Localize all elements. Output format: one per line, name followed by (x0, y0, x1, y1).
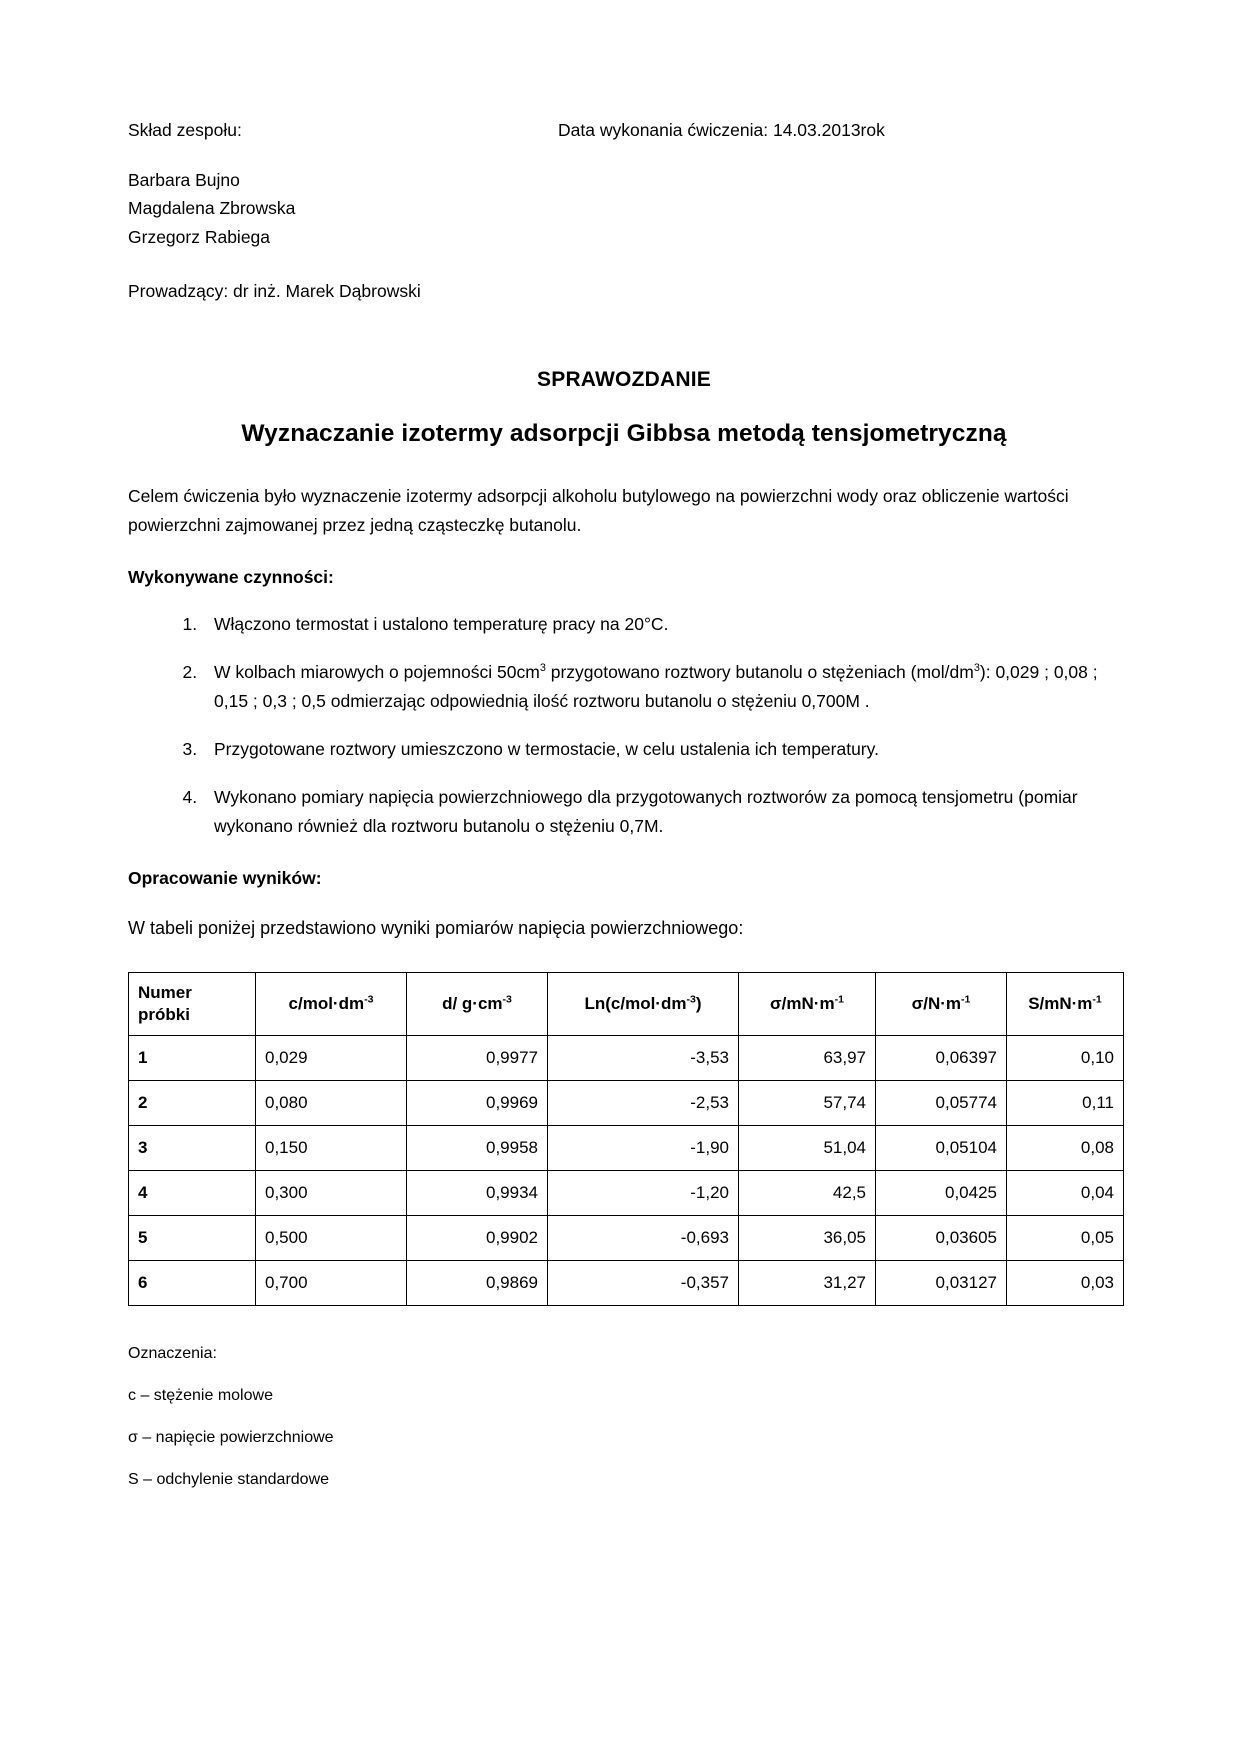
cell-sample-number: 5 (129, 1215, 256, 1260)
team-member-list (128, 166, 1120, 251)
cell-standard-deviation: 0,03 (1007, 1260, 1124, 1305)
column-header-sample-number (129, 972, 256, 1035)
cell-density: 0,9902 (407, 1215, 548, 1260)
header-text: Ln(c/mol·dm (584, 994, 687, 1014)
cell-density: 0,9934 (407, 1170, 548, 1215)
cell-density: 0,9869 (407, 1260, 548, 1305)
table-body (129, 1035, 1124, 1305)
superscript: -1 (961, 993, 971, 1006)
superscript: 3 (973, 662, 980, 675)
column-header-sigma-mn (739, 972, 876, 1035)
list-item (202, 783, 1120, 840)
cell-sigma-mn: 42,5 (739, 1170, 876, 1215)
activities-list (128, 610, 1120, 840)
table-row (129, 1170, 1124, 1215)
cell-concentration: 0,080 (256, 1080, 407, 1125)
cell-sigma-mn: 36,05 (739, 1215, 876, 1260)
table-header (129, 972, 1124, 1035)
column-header-ln-concentration (548, 972, 739, 1035)
table-row (129, 1260, 1124, 1305)
table-lead-text: W tabeli poniżej przedstawiono wyniki pomiarów napięcia powierzchniowego: (128, 917, 744, 938)
cell-sample-number: 3 (129, 1125, 256, 1170)
cell-standard-deviation: 0,08 (1007, 1125, 1124, 1170)
cell-ln-concentration: -0,357 (548, 1260, 739, 1305)
column-header-density (407, 972, 548, 1035)
step-text: Wykonano pomiary napięcia powierzchniowego dla przygotowanych roztworów za pomocą tensjometru (pomiar wykonano również dla roztworu butanolu o stężeniu 0,7M. (214, 787, 1078, 836)
step-text: Włączono termostat i ustalono temperaturę pracy na 20°C. (214, 613, 669, 634)
cell-standard-deviation: 0,04 (1007, 1170, 1124, 1215)
header-text: S/mN·m (1028, 994, 1093, 1014)
supervisor-line: Prowadzący: dr inż. Marek Dąbrowski (128, 281, 421, 302)
cell-sigma-mn: 57,74 (739, 1080, 876, 1125)
team-member: Magdalena Zbrowska (128, 198, 296, 219)
step-text: Przygotowane roztwory umieszczono w termostacie, w celu ustalenia ich temperatury. (214, 738, 879, 759)
table-header-row (129, 972, 1124, 1035)
cell-ln-concentration: -2,53 (548, 1080, 739, 1125)
cell-sigma-mn: 51,04 (739, 1125, 876, 1170)
header-text: c/mol·dm (288, 994, 365, 1014)
table-row (129, 1035, 1124, 1080)
step-text-part: przygotowano roztwory butanolu o stężeniach (mol/dm (545, 662, 974, 683)
superscript: -1 (834, 993, 844, 1006)
cell-density: 0,9969 (407, 1080, 548, 1125)
column-header-standard-deviation (1007, 972, 1124, 1035)
cell-concentration: 0,029 (256, 1035, 407, 1080)
cell-standard-deviation: 0,11 (1007, 1080, 1124, 1125)
activities-heading: Wykonywane czynności: (128, 566, 334, 587)
page-title: Wyznaczanie izotermy adsorpcji Gibbsa metodą tensjometryczną (241, 420, 1007, 448)
superscript: -3 (502, 993, 512, 1006)
legend-heading: Oznaczenia: (128, 1344, 217, 1362)
header-text: σ/N·m (911, 994, 962, 1014)
superscript: -1 (1092, 993, 1102, 1006)
team-member: Grzegorz Rabiega (128, 226, 271, 247)
cell-sigma-n: 0,03605 (876, 1215, 1007, 1260)
intro-line-1: Celem ćwiczenia było wyznaczenie izotermy adsorpcji alkoholu butylowego na powierzchni wody (128, 486, 878, 507)
table-row (129, 1080, 1124, 1125)
cell-sample-number: 1 (129, 1035, 256, 1080)
superscript: -3 (686, 993, 696, 1006)
cell-sigma-n: 0,05104 (876, 1125, 1007, 1170)
step-text-part: ): 0,029 ; 0,08 ; 0,15 ; 0,3 ; 0,5 odmierzając odpowiednią ilość roztworu butanolu o stężeniu 0,700M . (214, 662, 1098, 711)
header-text: σ/mN·m (770, 994, 835, 1014)
cell-density: 0,9958 (407, 1125, 548, 1170)
team-member: Barbara Bujno (128, 170, 240, 191)
legend-item-surface-tension: σ – napięcie powierzchniowe (128, 1428, 334, 1446)
cell-sample-number: 2 (129, 1080, 256, 1125)
legend-item-standard-deviation: S – odchylenie standardowe (128, 1470, 330, 1488)
column-header-concentration (256, 972, 407, 1035)
results-heading: Opracowanie wyników: (128, 867, 322, 888)
header-text: d/ g·cm (442, 994, 503, 1014)
cell-sigma-n: 0,05774 (876, 1080, 1007, 1125)
cell-sigma-mn: 63,97 (739, 1035, 876, 1080)
table-row (129, 1125, 1124, 1170)
cell-sample-number: 6 (129, 1260, 256, 1305)
header-text: próbki (138, 1004, 190, 1024)
cell-sample-number: 4 (129, 1170, 256, 1215)
document-header (128, 120, 1120, 140)
cell-ln-concentration: -1,20 (548, 1170, 739, 1215)
cell-ln-concentration: -0,693 (548, 1215, 739, 1260)
cell-density: 0,9977 (407, 1035, 548, 1080)
cell-ln-concentration: -3,53 (548, 1035, 739, 1080)
cell-sigma-n: 0,0425 (876, 1170, 1007, 1215)
list-item (202, 610, 1120, 638)
superscript: 3 (539, 662, 546, 675)
list-item (202, 735, 1120, 763)
cell-sigma-mn: 31,27 (739, 1260, 876, 1305)
legend-item-concentration: c – stężenie molowe (128, 1386, 273, 1404)
cell-ln-concentration: -1,90 (548, 1125, 739, 1170)
header-text-tail: ) (695, 994, 702, 1014)
intro-paragraph (128, 482, 1120, 539)
header-text: Numer (138, 983, 192, 1003)
cell-concentration: 0,500 (256, 1215, 407, 1260)
cell-standard-deviation: 0,05 (1007, 1215, 1124, 1260)
legend-block (128, 1346, 1120, 1488)
superscript: -3 (364, 993, 374, 1006)
cell-concentration: 0,700 (256, 1260, 407, 1305)
list-item (202, 658, 1120, 715)
team-label: Skład zespołu: (128, 120, 242, 140)
cell-sigma-n: 0,06397 (876, 1035, 1007, 1080)
exercise-date: Data wykonania ćwiczenia: 14.03.2013rok (558, 120, 885, 140)
cell-concentration: 0,300 (256, 1170, 407, 1215)
column-header-sigma-n (876, 972, 1007, 1035)
step-text-part: W kolbach miarowych o pojemności 50cm (214, 662, 540, 683)
results-table (128, 972, 1124, 1306)
cell-concentration: 0,150 (256, 1125, 407, 1170)
table-row (129, 1215, 1124, 1260)
cell-sigma-n: 0,03127 (876, 1260, 1007, 1305)
intro-line-2: oraz obliczenie wartości powierzchni zajmowanej przez jedną cząsteczkę butanolu. (128, 486, 1069, 535)
document-kind: SPRAWOZDANIE (537, 368, 711, 392)
cell-standard-deviation: 0,10 (1007, 1035, 1124, 1080)
